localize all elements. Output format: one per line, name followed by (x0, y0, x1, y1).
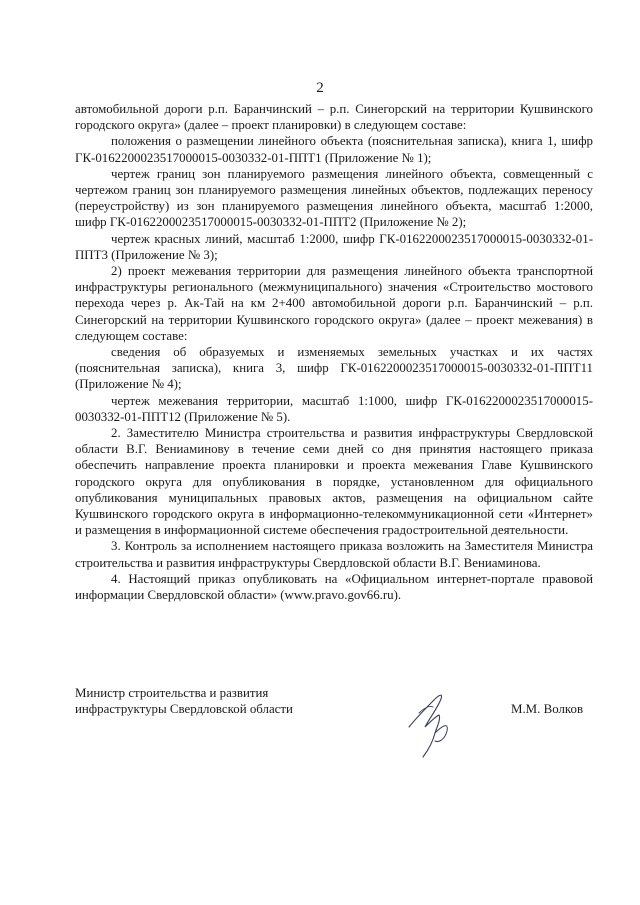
paragraph: 2. Заместителю Министра строительства и развития инфраструктуры Свердловской области В.Г. Вениаминову в течение семи дней со дня принятия настоящего приказа обеспечить направление проекта планировки и проекта межевания Главе Кушвинского городского округа для опубликования в порядке, установленном для официального опубликования муниципальных правовых актов, размещения на официальном сайте Кушвинского городского округа в информационно-телекоммуникационной сети «Интернет» и размещения в информационной системе обеспечения градостроительной деятельности. (75, 426, 593, 538)
paragraph: чертеж границ зон планируемого размещения линейного объекта, совмещенный с чертежом границ зон планируемого размещения линейных объектов, подлежащих переносу (переустройству) из зон планируемого размещения линейного объекта, масштаб 1:2000, шифр ГК-0162200023517000015-0030332-01-ППТ2 (Приложение № 2); (75, 166, 593, 230)
signatory-title-line: Министр строительства и развития (75, 686, 269, 700)
paragraph: 2) проект межевания территории для размещения линейного объекта транспортной инфраструктуры регионального (межмуниципального) значения «Строительство мостового перехода через р. Ак-Тай на км 2+400 автомобильной дороги р.п. Баранчинский – р.п. Синегорский на территории Кушвинского городского округа» (далее – проект межевания) в следующем составе: (75, 264, 593, 343)
paragraph: сведения об образуемых и изменяемых земельных участках и их частях (пояснительная записка), книга 3, шифр ГК-0162200023517000015-0030332-01-ППТ11 (Приложение № 4); (75, 345, 593, 392)
paragraph: положения о размещении линейного объекта (пояснительная записка), книга 1, шифр ГК-0162200023517000015-0030332-01-ППТ1 (Приложение № 1); (75, 134, 593, 165)
paragraph: автомобильной дороги р.п. Баранчинский – р.п. Синегорский на территории Кушвинского городского округа» (далее – проект планировки) в следующем составе: (75, 102, 593, 133)
paragraph: 4. Настоящий приказ опубликовать на «Официальном интернет-портале правовой информации Свердловской области» (www.pravo.gov66.ru). (75, 571, 593, 603)
signatory-title-line: инфраструктуры Свердловской области (75, 702, 293, 717)
page-number: 2 (316, 80, 324, 96)
signatory-name: М.М. Волков (511, 702, 584, 716)
paragraph: чертеж красных линий, масштаб 1:2000, шифр ГК-0162200023517000015-0030332-01-ППТ3 (Приложение № 3); (75, 231, 593, 262)
paragraph: 3. Контроль за исполнением настоящего приказа возложить на Заместителя Министра строительства и развития инфраструктуры Свердловской области В.Г. Вениаминова. (75, 539, 593, 570)
handwritten-signature (395, 683, 465, 763)
paragraph: чертеж межевания территории, масштаб 1:1000, шифр ГК-0162200023517000015-0030332-01-ППТ12 (Приложение № 5). (75, 393, 593, 424)
signatory-title (75, 685, 293, 717)
document-body (75, 101, 593, 603)
